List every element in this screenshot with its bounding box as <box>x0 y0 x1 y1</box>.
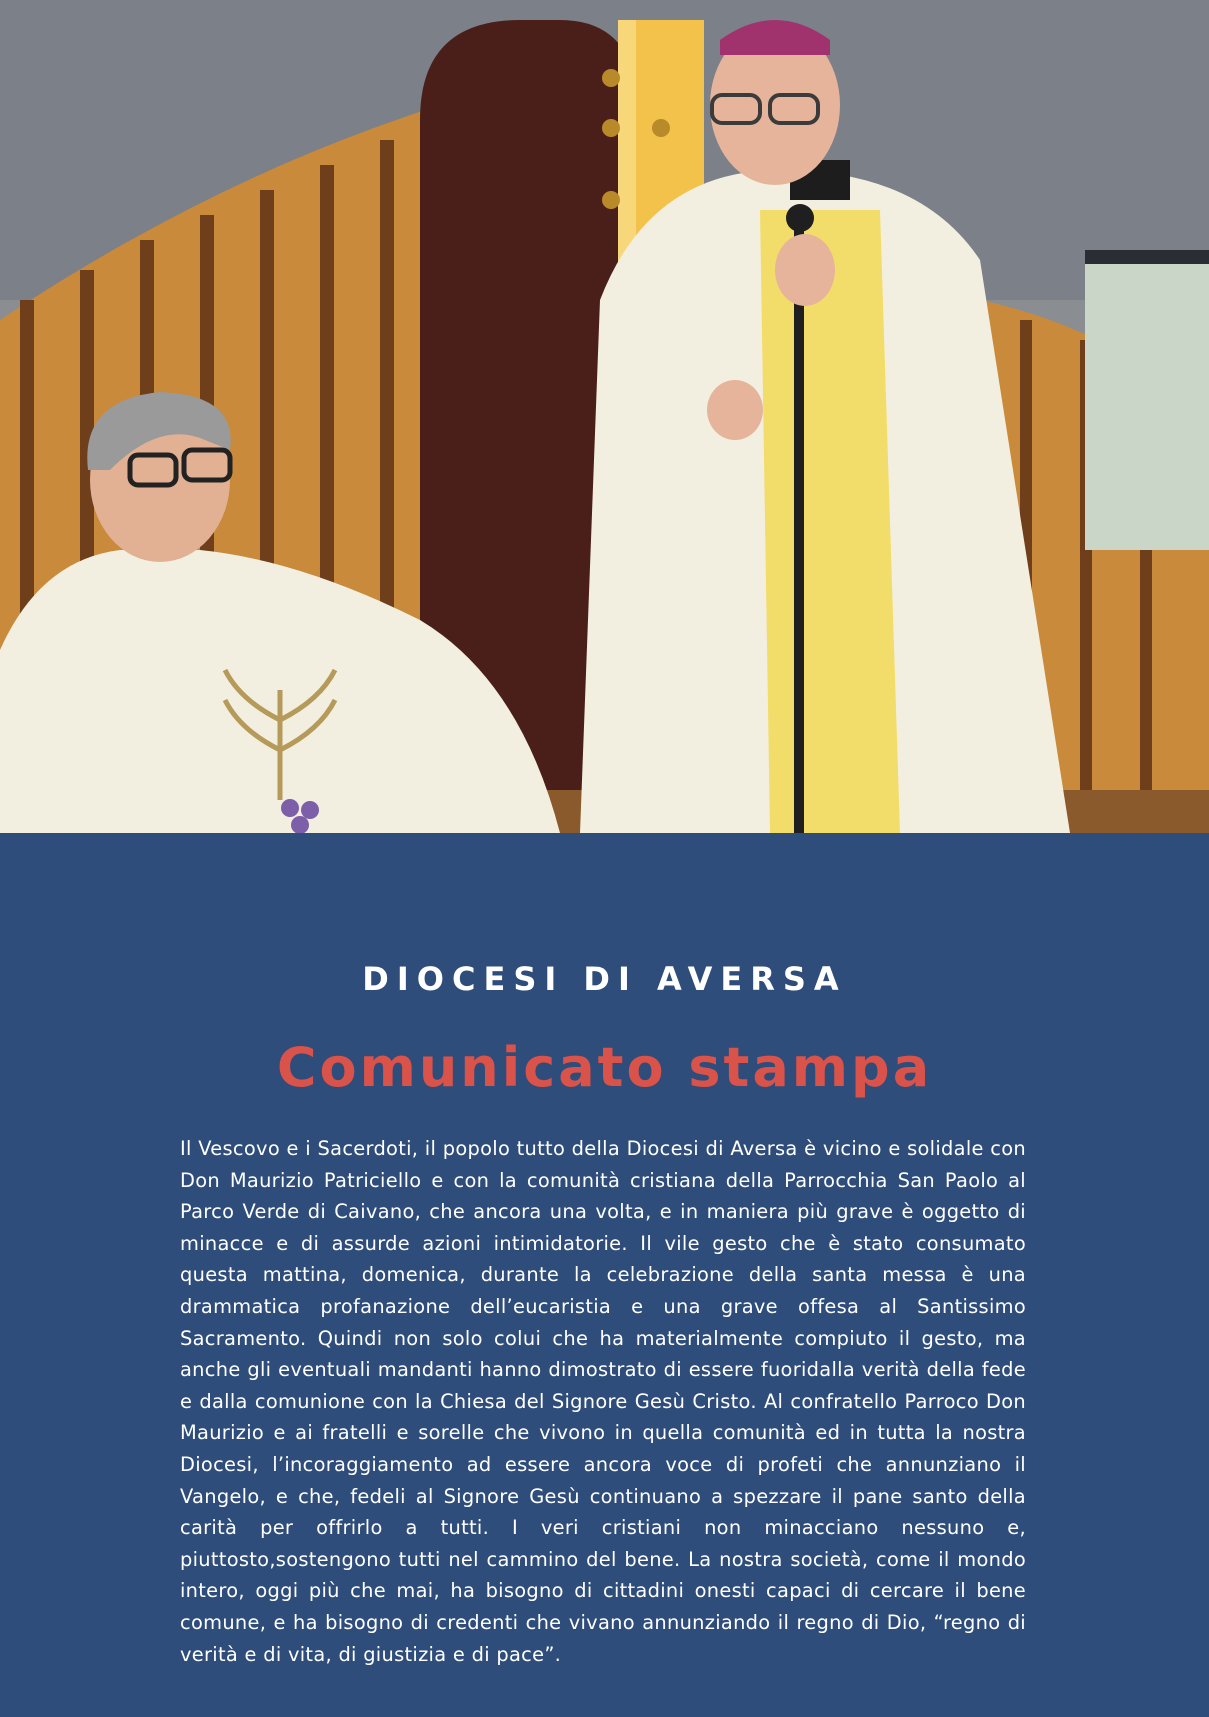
photo-illustration <box>0 0 1209 833</box>
window <box>1085 250 1209 550</box>
organization-heading: DIOCESI DI AVERSA <box>362 960 847 998</box>
page-title: Comunicato stampa <box>276 1036 933 1099</box>
header-photo <box>0 0 1209 833</box>
press-release-body: Il Vescovo e i Sacerdoti, il popolo tutto della Diocesi di Aversa è vicino e solidale con Don Maurizio Patriciello e con la comunità cristiana della Parrocchia San Paolo al Parco Verde di Caivano, che ancora una volta, e in maniera più grave è oggetto di minacce e di assurde azioni intimidatorie. Il vile gesto che è stato consumato questa mattina, domenica, durante la celebrazione della santa messa è una drammatica profanazione dell’eucaristia e una grave offesa al Santissimo Sacramento. Quindi non solo colui che ha materialmente compiuto il gesto, ma anche gli eventuali mandanti hanno dimostrato di essere fuoridalla verità della fede e dalla comunione con la Chiesa del Signore Gesù Cristo. Al confratello Parroco Don Maurizio e ai fratelli e sorelle che vivono in quella comunità ed in tutta la nostra Diocesi, l’incoraggiamento ad essere ancora voce di profeti che annunziano il Vangelo, e che, fedeli al Signore Gesù continuano a spezzare il pane santo della carità per offrirlo a tutti. I veri cristiani non minacciano nessuno e, piuttosto,sostengono tutti nel cammino del bene. La nostra società, come il mondo intero, oggi più che mai, ha bisogno di cittadini onesti capaci di cercare il bene comune, e ha bisogno di credenti che vivano annunziando il regno di Dio, “regno di verità e di vita, di giustizia e di pace”. <box>180 1137 1026 1666</box>
